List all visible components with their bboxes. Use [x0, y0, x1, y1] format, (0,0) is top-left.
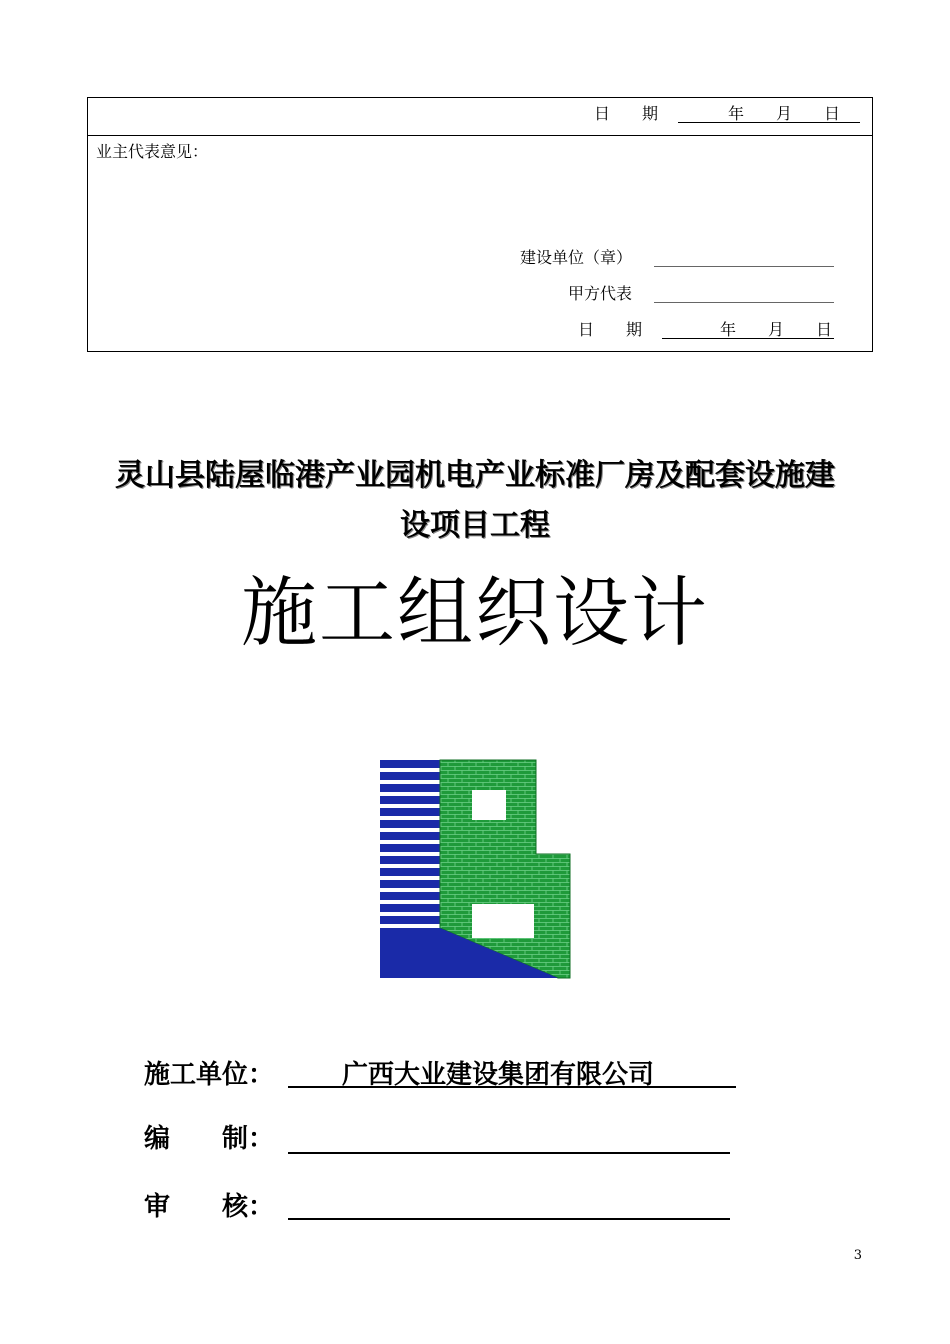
logo-stripe [380, 760, 440, 768]
bottom-date-year: 年 [720, 320, 737, 339]
party-a-rep-field[interactable] [654, 302, 834, 303]
party-a-rep-label: 甲方代表 [568, 284, 633, 303]
top-date-month: 月 [776, 104, 793, 123]
logo-stripe [380, 808, 440, 816]
construction-unit-sig-value: 广西大业建设集团有限公司 [342, 1060, 655, 1090]
project-title-line2: 设项目工程 [400, 508, 550, 543]
box-divider [88, 135, 872, 136]
logo-stripe [380, 820, 440, 828]
company-logo-icon [378, 758, 572, 980]
bottom-date-underline[interactable] [662, 320, 834, 339]
top-date-year: 年 [728, 104, 745, 123]
construction-unit-label: 建设单位（章） [520, 248, 633, 267]
logo-stripe [380, 772, 440, 780]
logo-stripe [380, 784, 440, 792]
logo-stripe [380, 880, 440, 888]
top-date-day: 日 [824, 104, 841, 123]
compiled-by-line[interactable] [288, 1152, 730, 1154]
logo-stripe [380, 856, 440, 864]
logo-stripe [380, 904, 440, 912]
logo-stripe [380, 868, 440, 876]
bottom-date-day: 日 [816, 320, 833, 339]
reviewed-by-line[interactable] [288, 1218, 730, 1220]
logo-stripe [380, 832, 440, 840]
bottom-date-label: 日 期 [578, 320, 643, 339]
document-title: 施工组织设计 [241, 568, 709, 657]
approval-box [87, 97, 873, 352]
construction-unit-sig-line[interactable] [288, 1086, 736, 1088]
logo-stripe [380, 916, 440, 924]
page-number: 3 [853, 1248, 862, 1263]
logo-stripe [380, 892, 440, 900]
logo-stripe [380, 844, 440, 852]
bottom-date-month: 月 [768, 320, 785, 339]
project-title-line1: 灵山县陆屋临港产业园机电产业标准厂房及配套设施建 [115, 458, 835, 493]
logo-stripe [380, 796, 440, 804]
construction-unit-field[interactable] [654, 266, 834, 267]
construction-unit-sig-label: 施工单位： [144, 1060, 275, 1090]
reviewed-by-label: 审 核： [144, 1192, 275, 1222]
compiled-by-label: 编 制： [144, 1124, 275, 1154]
owner-opinion-label: 业主代表意见： [96, 142, 209, 161]
top-date-label: 日 期 [594, 104, 659, 123]
